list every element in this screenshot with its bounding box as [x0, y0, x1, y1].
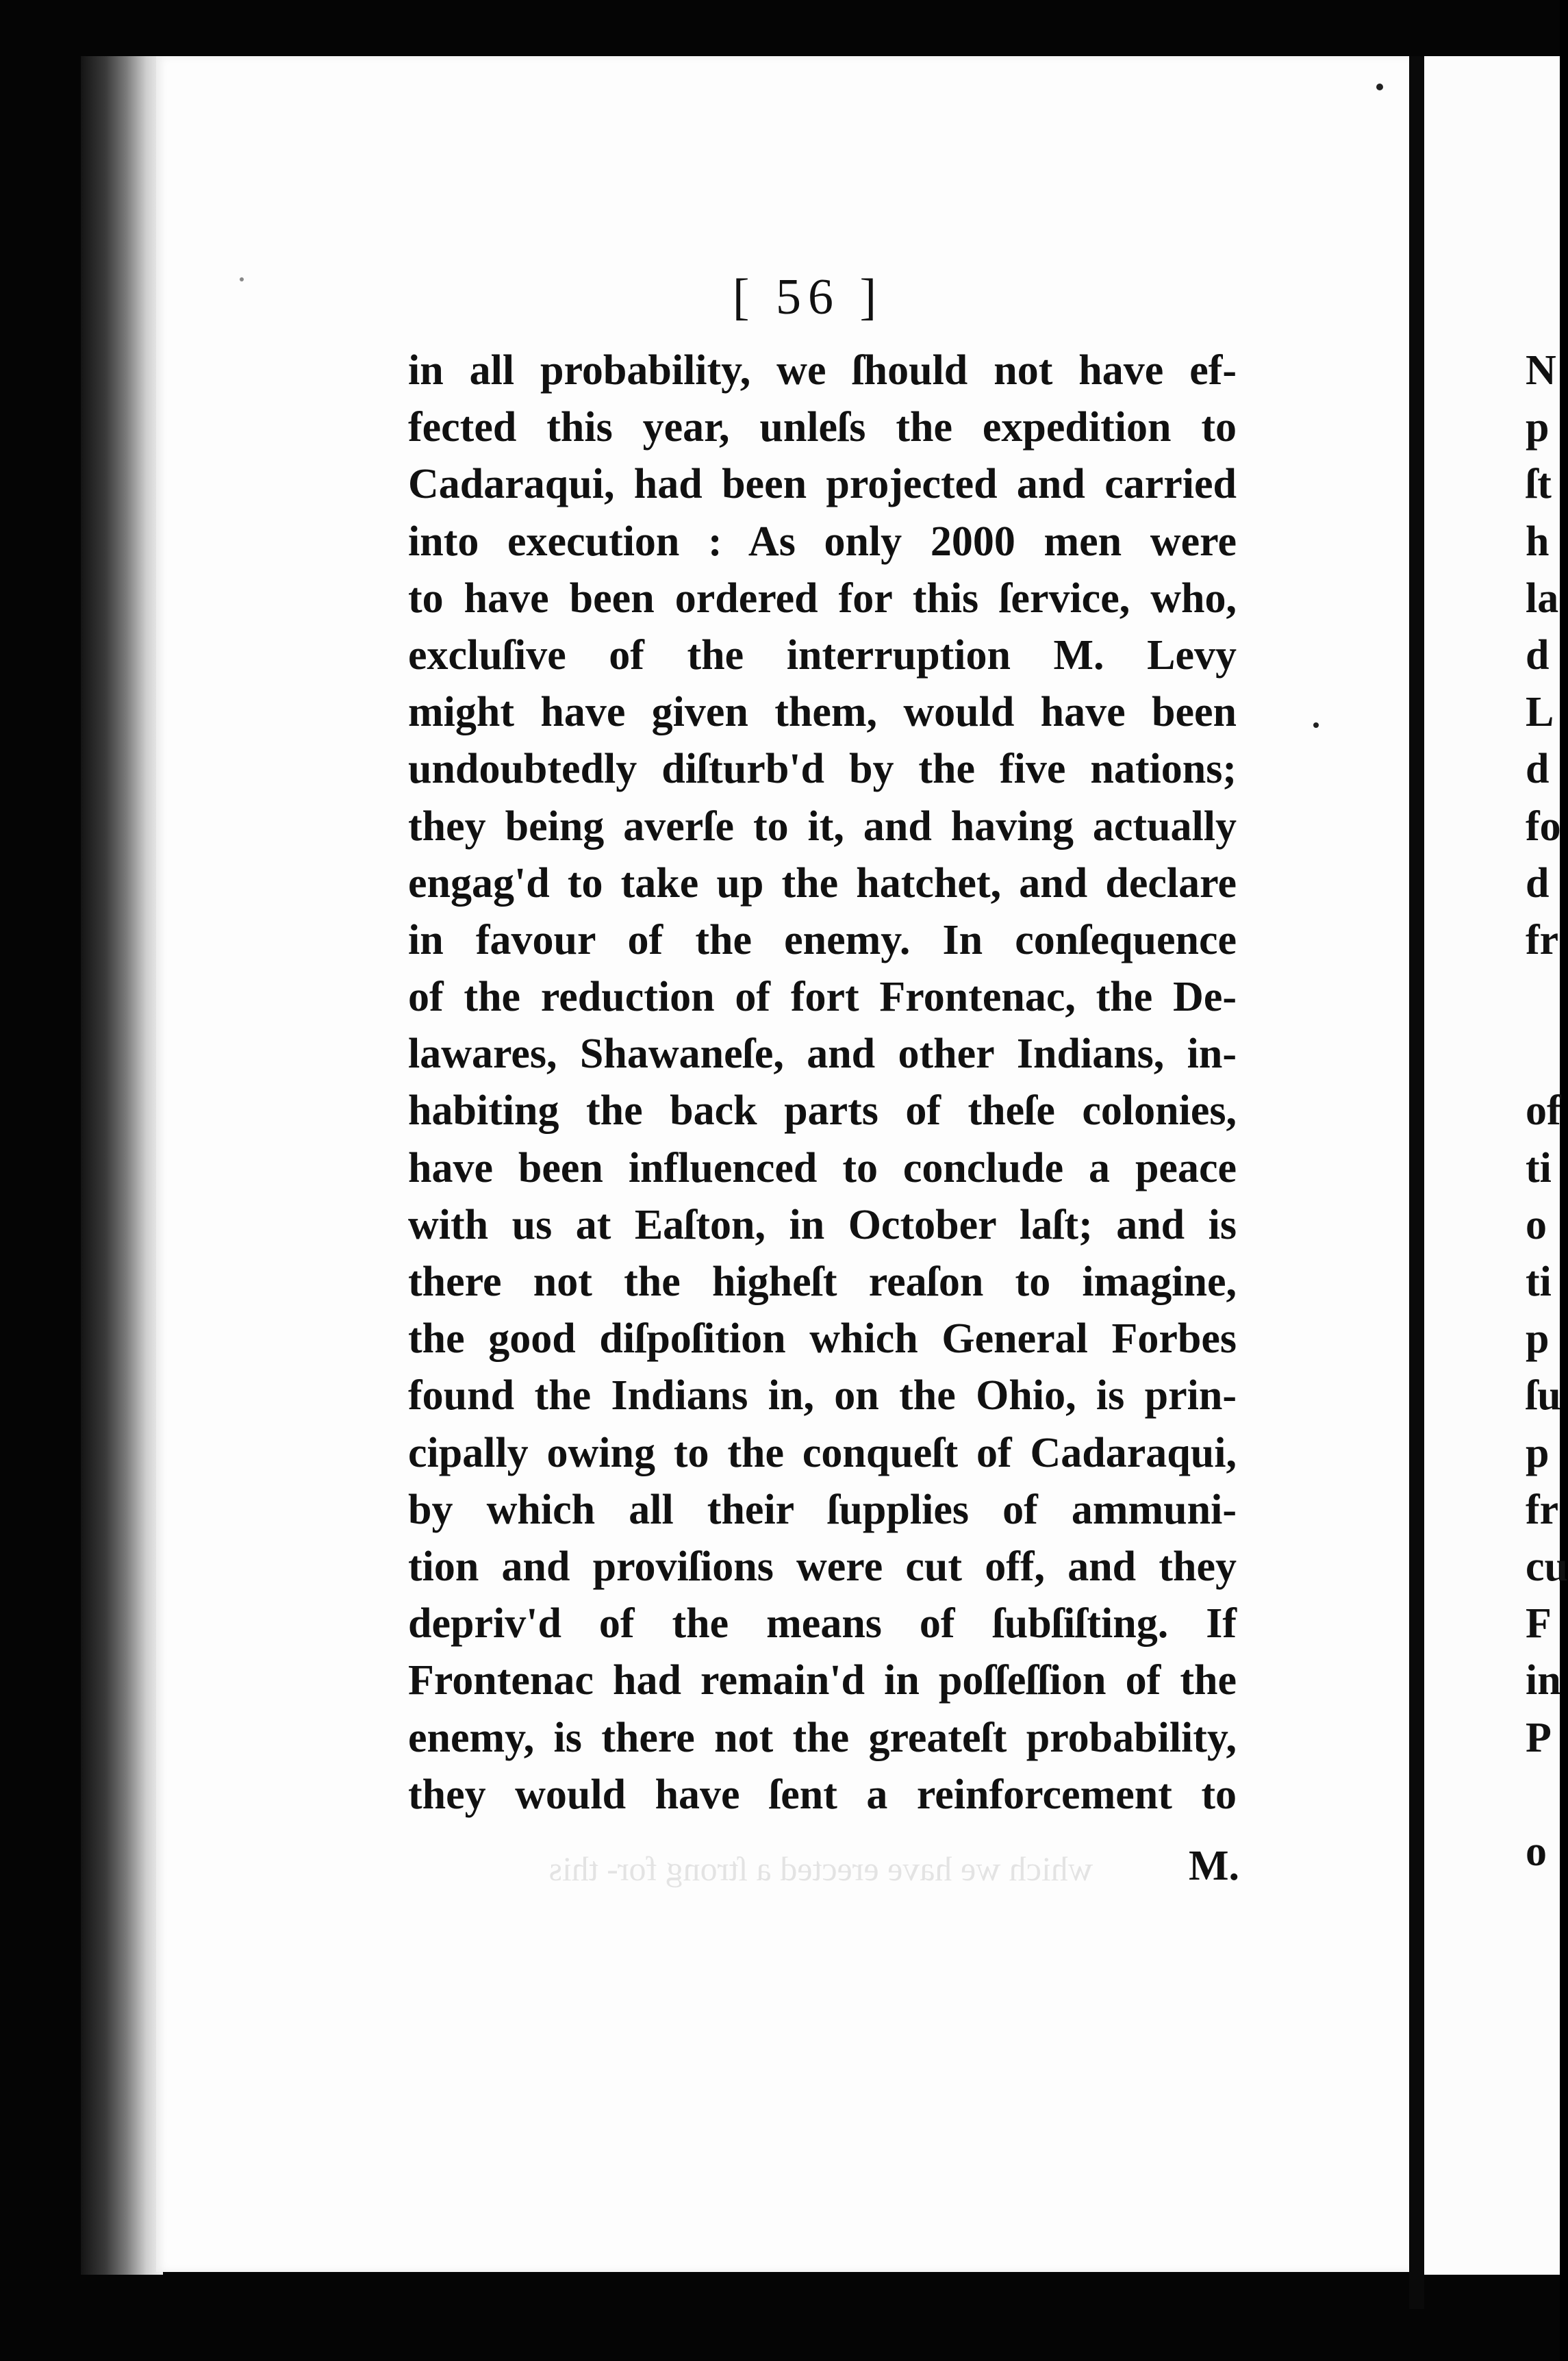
next-page-fragment: h — [1526, 518, 1550, 565]
next-page-fragment: fr — [1526, 1486, 1559, 1533]
text-line: have been influenced to conclude a peace — [408, 1144, 1237, 1191]
text-line: tion and proviſions were cut off, and they — [408, 1543, 1237, 1590]
text-line: they being averſe to it, and having actually — [408, 803, 1237, 850]
text-line: in favour of the enemy. In conſequence — [408, 916, 1237, 963]
next-page-fragment: of — [1526, 1087, 1561, 1135]
next-page-fragment — [1526, 1026, 1560, 1083]
next-page-fragment: d — [1526, 746, 1550, 793]
text-line: they would have ſent a reinforcement to — [408, 1771, 1237, 1818]
text-line: enemy, is there not the greateſt probability, — [408, 1714, 1237, 1761]
text-line: of the reduction of fort Frontenac, the De- — [408, 974, 1237, 1021]
text-line: excluſive of the interruption M. Levy — [408, 631, 1237, 679]
next-page-fragment: ti — [1526, 1144, 1552, 1191]
speck-mark — [1376, 84, 1383, 90]
text-line: undoubtedly diſturb'd by the five nations; — [408, 746, 1237, 793]
next-page-fragment: o — [1526, 1201, 1547, 1248]
next-page-fragment: fr — [1526, 916, 1559, 963]
next-page-fragment: cu — [1526, 1543, 1568, 1590]
text-line: habiting the back parts of theſe colonies, — [408, 1087, 1237, 1135]
bleed-through-text: which we have erected a ſtrong for- this — [548, 1849, 1093, 1888]
text-line: depriv'd of the means of ſubſiſting. If — [408, 1600, 1237, 1647]
speck-mark — [1313, 722, 1319, 728]
next-page-fragment: F — [1526, 1600, 1552, 1647]
text-line: might have given them, would have been — [408, 689, 1237, 736]
next-page-fragment — [1526, 1767, 1560, 1823]
next-page-fragment: L — [1526, 689, 1554, 736]
text-line: with us at Eaſton, in October laſt; and is — [408, 1201, 1237, 1248]
next-page-fragment — [1526, 969, 1560, 1026]
next-page-fragment: p — [1526, 404, 1550, 451]
text-line: to have been ordered for this ſervice, who, — [408, 575, 1237, 622]
next-page-fragment: in — [1526, 1657, 1561, 1704]
next-page-fragment: fo — [1526, 803, 1561, 850]
text-line: Cadaraqui, had been projected and carried — [408, 461, 1237, 508]
next-page-fragment: ti — [1526, 1259, 1552, 1305]
text-line: Frontenac had remain'd in poſſeſſion of the — [408, 1657, 1237, 1704]
next-page-fragment: la — [1526, 575, 1559, 622]
text-line: the good diſpoſition which General Forbes — [408, 1315, 1237, 1363]
next-page-fragment: d — [1526, 859, 1550, 907]
next-page-fragment: d — [1526, 631, 1550, 679]
page-number: [ 56 ] — [732, 269, 884, 325]
next-page-fragment: ſu — [1526, 1372, 1561, 1419]
next-page-fragment: p — [1526, 1315, 1550, 1363]
text-line: fected this year, unleſs the expedition to — [408, 404, 1237, 451]
speck-mark — [240, 277, 244, 281]
next-page-fragment-column — [1526, 342, 1568, 1880]
body-text — [408, 342, 1237, 1823]
text-line: by which all their ſupplies of ammuni- — [408, 1486, 1237, 1533]
book-gutter — [81, 56, 163, 2275]
next-page-fragment: N — [1526, 347, 1556, 394]
text-line: there not the higheſt reaſon to imagine, — [408, 1259, 1237, 1305]
text-line: engag'd to take up the hatchet, and declare — [408, 859, 1237, 907]
next-page-fragment: ſt — [1526, 461, 1552, 508]
next-page-fragment: p — [1526, 1429, 1550, 1476]
text-line: cipally owing to the conqueſt of Cadaraqui, — [408, 1429, 1237, 1476]
page-fold — [1409, 56, 1424, 2309]
text-line: found the Indians in, on the Ohio, is prin- — [408, 1372, 1237, 1419]
text-line: in all probability, we ſhould not have ef- — [408, 347, 1237, 394]
text-line: into execution : As only 2000 men were — [408, 518, 1237, 565]
next-page-fragment: o — [1526, 1828, 1547, 1875]
catchword: M. — [1188, 1843, 1239, 1889]
next-page-fragment: P — [1526, 1714, 1552, 1761]
text-line: lawares, Shawaneſe, and other Indians, in- — [408, 1031, 1237, 1078]
